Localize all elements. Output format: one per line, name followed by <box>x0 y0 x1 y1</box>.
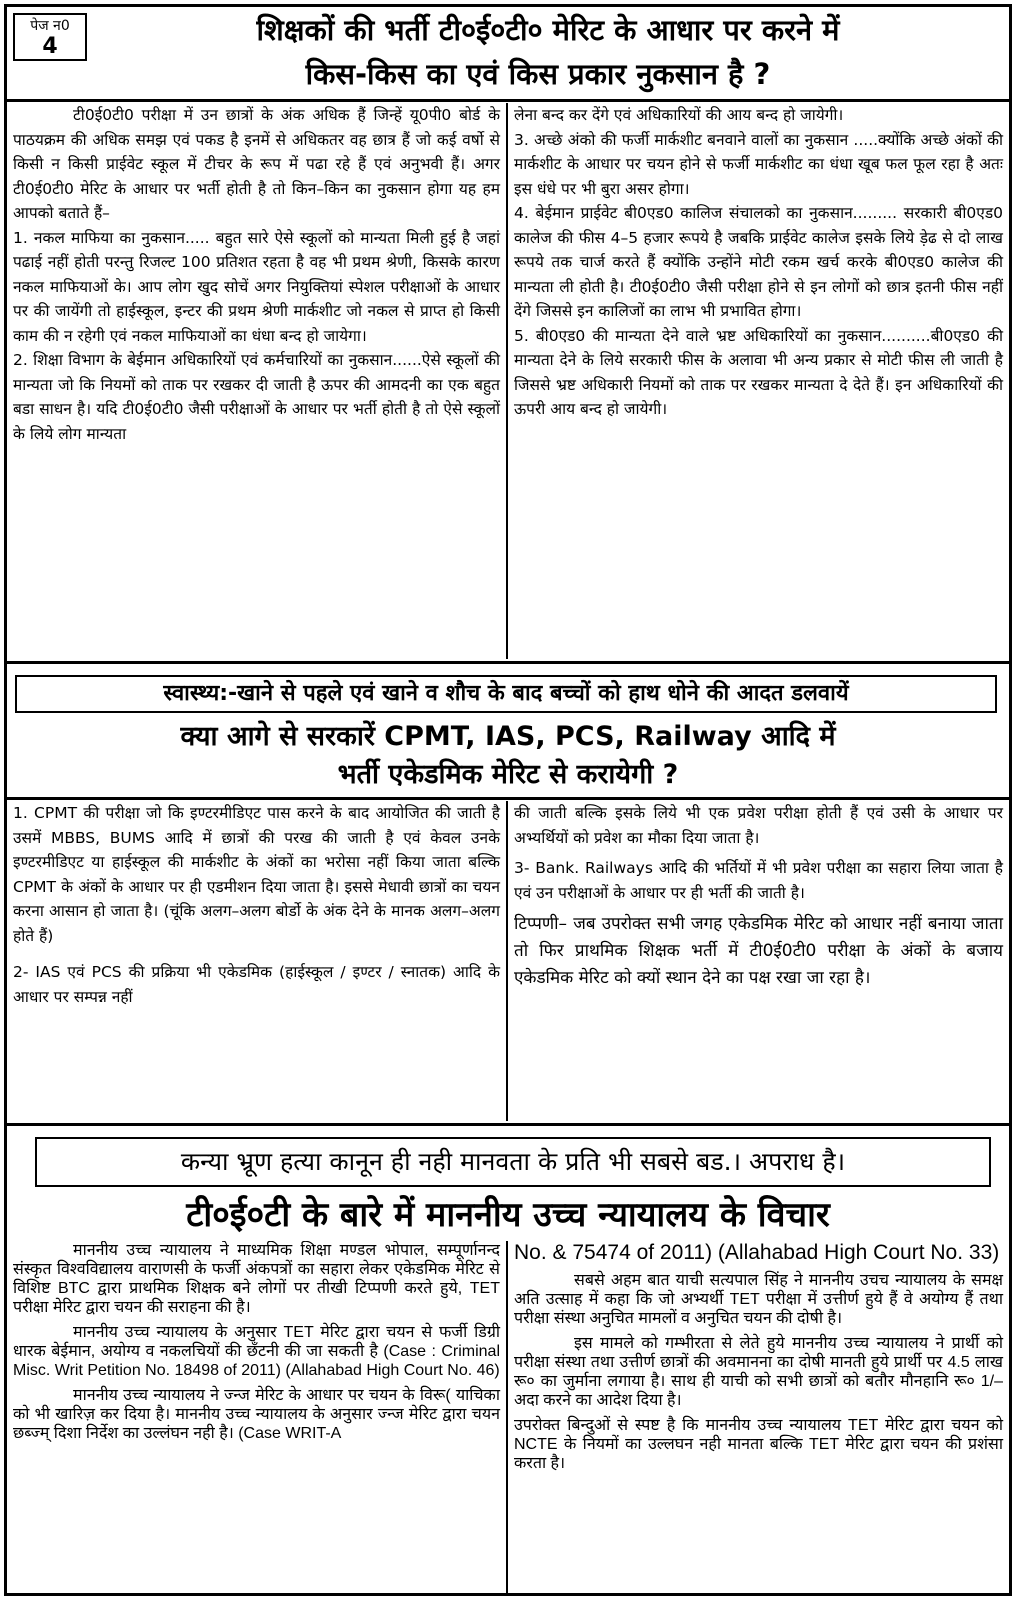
article-paragraph: उपरोक्त बिन्दुओं से स्पष्ट है कि माननीय उच्च न्यायालय TET मेरिट द्वारा चयन को NCTE के नियमों का उल्लघन नही मानता बल्कि TET मेरिट द्वारा चयन की प्रशंसा करता है। <box>514 1417 1003 1472</box>
article-paragraph: 1. नकल माफिया का नुकसान..... बहुत सारे ऐसे स्कूलों को मान्यता मिली हुई है जहां पढाई नहीं होती परन्तु रिजल्ट 100 प्रतिशत रहता है वह भी प्रथम श्रेणी, किसके कारण नकल माफियाओं के। आप लोग खुद सोचें अगर नियुक्तियां स्पेशल परीक्षाओं के आधार पर की जायेंगी तो हाईस्कूल, इन्टर की प्रथम श्रेणी मार्कशीट जो नकल से प्राप्त हो किसी काम की न रहेगी एवं नकल माफियाओं का धंधा बन्द हो जायेगा। <box>13 228 500 345</box>
section2-columns <box>7 801 1009 1121</box>
section2-title-line2: भर्ती एकेडमिक मेरिट से करायेगी ? <box>337 759 679 790</box>
article-paragraph: माननीय उच्च न्यायालय ने ज्न्ज मेरिट के आधार पर चयन के विरू( याचिका को भी खारिज़ कर दिया है। माननीय उच्च न्यायालय के अनुसार ज्न्ज मेरिट द्वारा चयन छब्ज्म् दिशा निर्देश का उल्लंघन नही है। (Case WRIT-A <box>13 1387 500 1442</box>
section2-title-line1: क्या आगे से सरकारें CPMT, IAS, PCS, Railway आदि में <box>180 721 836 752</box>
page-number: 4 <box>42 34 58 59</box>
section1-right-column <box>508 103 1009 659</box>
health-tip-box: स्वास्थ्य:-खाने से पहले एवं खाने व शौच के बाद बच्चों को हाथ धोने की आदत डलवायें <box>15 675 997 713</box>
article-paragraph: 1. CPMT की परीक्षा जो कि इण्टरमीडिएट पास करने के बाद आयोजित की जाती है उसमें MBBS, BUMS आदि में छात्रों की परख की जाती है एवं केवल उनके इण्टरमीडिएट या हाईस्कूल की मार्कशीट के अंकों का भरोसा नहीं किया जाता बल्कि CPMT के अंकों के आधार पर ही एडमीशन दिया जाता है। इससे मेधावी छात्रों का चयन करना आसान हो जाता है। (चूंकि अलग–अलग बोर्डो के अंक देने के मानक अलग–अलग होते हैं) <box>13 804 500 945</box>
divider <box>7 99 1009 102</box>
article-paragraph: की जाती बल्कि इसके लिये भी एक प्रवेश परीक्षा होती हैं एवं उसी के आधार पर अभ्यर्थियों को प्रवेश का मौका दिया जाता है। <box>514 804 1003 847</box>
article-paragraph: इस मामले को गम्भीरता से लेते हुये माननीय उच्च न्यायालय ने प्रार्थी को परीक्षा संस्था तथा उत्तीर्ण छात्रों की अवमानना का दोषी मानती हुये प्रार्थी पर 4.5 लाख रू० का जुर्माना लगाया है। साथ ही याची को सभी छात्रों को बतौर मौनहानि रू० 1/– अदा करने का आदेश दिया है। <box>514 1335 1003 1409</box>
section1-columns <box>7 103 1009 659</box>
slogan-box: कन्या भ्रूण हत्या कानून ही नही मानवता के प्रति भी सबसे बड.। अपराध है। <box>35 1137 991 1187</box>
divider <box>7 661 1009 664</box>
article-paragraph: 5. बी0एड0 की मान्यता देने वाले भ्रष्ट अधिकारियों का नुकसान..........बी0एड0 की मान्यता देने के लिये सरकारी फीस के अलावा भी अन्य प्रकार से मोटी फीस ली जाती है जिससे भ्रष्ट अधिकारी नियमों को ताक पर रखकर मान्यता दे देते हैं। इन अधिकारियों की ऊपरी आय बन्द हो जायेगी। <box>514 326 1003 418</box>
article-paragraph: माननीय उच्च न्यायालय ने माध्यमिक शिक्षा मण्डल भोपाल, सम्पूर्णानन्द संस्कृत विश्वविद्यालय वाराणसी के फर्जी अंकपत्रों का सहारा लेकर एकेडमिक मेरिट से विशिष्ट BTC द्वारा प्राथमिक शिक्षक बने लोगों पर तीखी टिप्पणी करते हुये, TET परीक्षा मेरिट द्वारा चयन की सराहना की है। <box>13 1242 500 1316</box>
newspaper-page <box>4 4 1012 1596</box>
divider <box>7 1123 1009 1126</box>
section3-title: टी०ई०टी के बारे में माननीय उच्च न्यायालय के विचार <box>186 1195 830 1235</box>
article-paragraph: 2- IAS एवं PCS की प्रक्रिया भी एकेडमिक (हाईस्कूल / इण्टर / स्नातक) आदि के आधार पर सम्पन्न नहीं <box>13 963 500 1006</box>
section3-columns <box>7 1241 1009 1593</box>
section3-left-column <box>7 1241 508 1593</box>
section2-left-column <box>7 801 508 1121</box>
comment-paragraph: टिप्पणी– जब उपरोक्त सभी जगह एकेडमिक मेरिट को आधार नहीं बनाया जाता तो फिर प्राथमिक शिक्षक भर्ती में टी0ई0टी0 परीक्षा के अंकों के बजाय एकेडमिक मेरिट को क्यों स्थान देने का पक्ष रखा जा रहा है। <box>514 914 1003 988</box>
article-paragraph: 2. शिक्षा विभाग के बेईमान अधिकारियों एवं कर्मचारियों का नुकसान......ऐसे स्कूलों की मान्यता जो कि नियमों को ताक पर रखकर दी जाती है ऊपर की आमदनी का एक बहुत बडा साधन है। यदि टी0ई0टी0 जैसी परीक्षाओं के आधार पर भर्ती होती है तो ऐसे स्कूलों के लिये लोग मान्यता <box>13 351 500 443</box>
page-number-label: पेज न0 <box>30 18 70 34</box>
section1-left-column <box>7 103 508 659</box>
section1-title-line1: शिक्षकों की भर्ती टी०ई०टी० मेरिट के आधार पर करने में <box>256 13 840 47</box>
case-reference: No. & 75474 of 2011) (Allahabad High Court No. 33) <box>514 1241 1000 1264</box>
section2-right-column <box>508 801 1009 1121</box>
article-paragraph: सबसे अहम बात याची सत्यपाल सिंह ने माननीय उचच न्यायालय के समक्ष अति उत्साह में कहा कि जो अभ्यर्थी TET परीक्षा में उत्तीर्ण हुये हैं वे अयोग्य हैं तथा परीक्षा संस्था अनुचित मामलों व अनुचित चयन की दोषी है। <box>514 1272 1003 1327</box>
article-paragraph: माननीय उच्च न्यायालय के अनुसार TET मेरिट द्वारा चयन से फर्जी डिग्री धारक बेईमान, अयोग्य व नकलचियों की छँटनी की जा सकती है (Case : Criminal Misc. Writ Petition No. 18498 of 2011) (Allahabad High Court No. 46) <box>13 1324 500 1379</box>
article-paragraph: टी0ई0टी0 परीक्षा में उन छात्रों के अंक अधिक हैं जिन्हें यू0पी0 बोर्ड के पाठयक्रम की अधिक समझ एवं पकड है इनमें से अधिकतर वह छात्र हैं जो कई वर्षो से किसी न किसी प्राईवेट स्कूल में टीचर के रूप में पढा रहे हैं एवं अनुभवी हैं। अगर टी0ई0टी0 मेरिट के आधार पर भर्ती होती है तो किन–किन का नुकसान होगा यह हम आपको बताते हैं– <box>13 106 500 222</box>
article-paragraph: 4. बेईमान प्राईवेट बी0एड0 कालिज संचालको का नुकसान......... सरकारी बी0एड0 कालेज की फीस 4–5 हजार रूपये है जबकि प्राईवेट कालेज इसके लिये ड़ेढ से दो लाख रूपये तक चार्ज करते हैं क्योंकि उन्होंने मोटी रकम खर्च करके बी0एड0 कालेज की मान्यता ली होती है। टी0ई0टी0 जैसी परीक्षा होने से इन लोगों को छात्र इतनी फीस नहीं देंगे जिससे इन कालिजों का लाभ भी प्रभावित होगा। <box>514 204 1003 320</box>
divider <box>7 797 1009 800</box>
article-paragraph: 3. अच्छे अंको की फर्जी मार्कशीट बनवाने वालों का नुकसान .....क्योंकि अच्छे अंकों की मार्कशीट के आधार पर चयन होने से फर्जी मार्कशीट का धंधा खूब फल फूल रहा है अतः इस धंधे पर भी बुरा असर होगा। <box>514 130 1003 198</box>
article-paragraph: 3- Bank. Railways आदि की भर्तियों में भी प्रवेश परीक्षा का सहारा लिया जाता है एवं उन परीक्षाओं के आधार पर ही भर्ती की जाती है। <box>514 859 1003 902</box>
section1-title-line2: किस-किस का एवं किस प्रकार नुकसान है ? <box>305 57 771 91</box>
article-paragraph: लेना बन्द कर देंगे एवं अधिकारियों की आय बन्द हो जायेगी। <box>514 106 844 124</box>
section3-right-column <box>508 1241 1009 1593</box>
